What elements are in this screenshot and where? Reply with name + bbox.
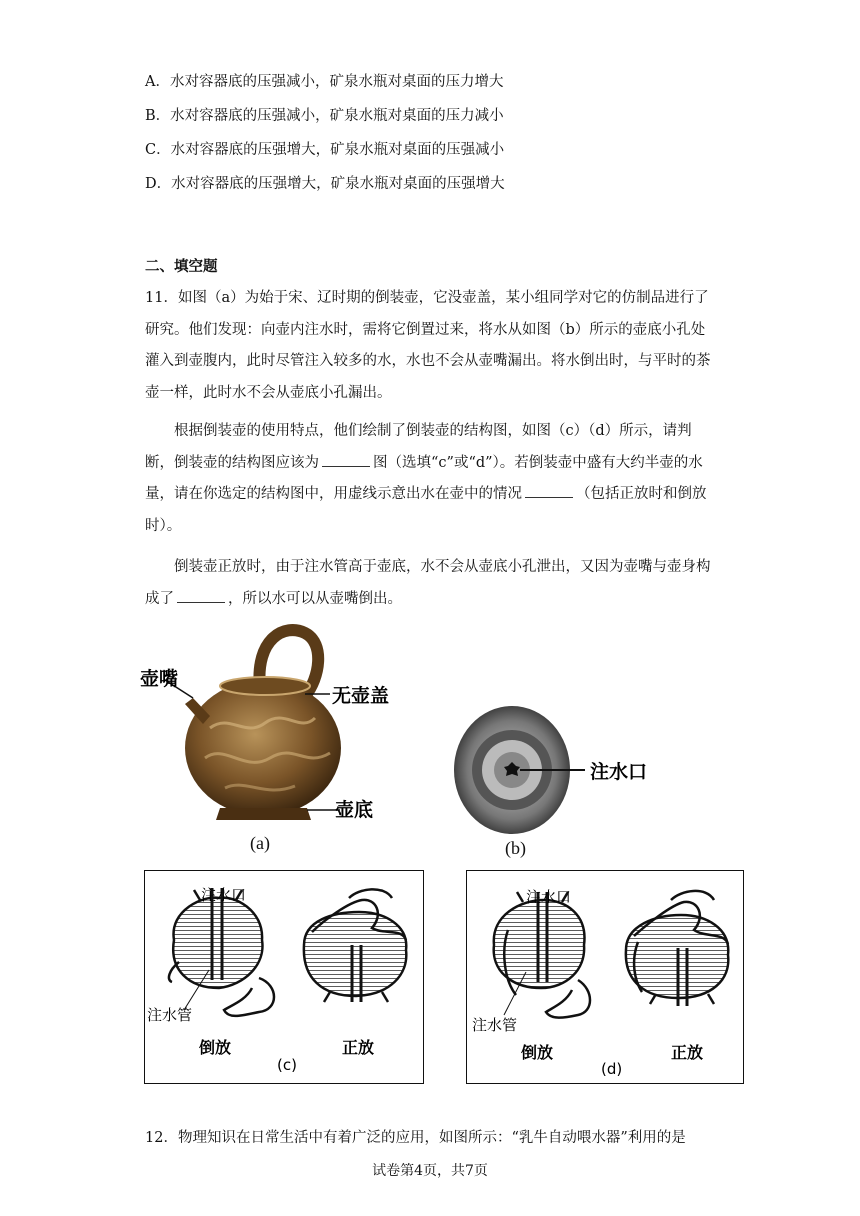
option-c: C．水对容器底的压强增大，矿泉水瓶对桌面的压强减小 bbox=[145, 142, 505, 158]
answer-blank-1[interactable] bbox=[322, 452, 370, 467]
label-upright-c: 正放 bbox=[342, 1038, 375, 1057]
q12-text: 12．物理知识在日常生活中有着广泛的应用，如图所示：“乳牛自动喂水器”利用的是 bbox=[145, 1130, 686, 1146]
q11-p2-text-c: （包括正放时和倒放时）。 bbox=[145, 486, 707, 534]
figure-b-base bbox=[440, 690, 680, 835]
page-footer: 试卷第4页，共7页 bbox=[372, 1163, 488, 1179]
caption-d: (d) bbox=[601, 1060, 623, 1078]
option-d: D．水对容器底的压强增大，矿泉水瓶对桌面的压强增大 bbox=[145, 176, 505, 192]
q11-paragraph-3 bbox=[145, 552, 718, 615]
label-inlet-b: 注水口 bbox=[590, 761, 648, 783]
option-a: A．水对容器底的压强减小，矿泉水瓶对桌面的压力增大 bbox=[145, 74, 504, 90]
q11-p3-text-b: ，所以水可以从壶嘴倒出。 bbox=[228, 590, 402, 607]
label-inlet-d: 注水口 bbox=[526, 888, 572, 906]
q11-paragraph-2 bbox=[145, 416, 718, 542]
answer-blank-2[interactable] bbox=[525, 483, 573, 498]
label-base: 壶底 bbox=[335, 799, 374, 821]
label-no-lid: 无壶盖 bbox=[332, 685, 390, 707]
label-pipe-c: 注水管 bbox=[147, 1006, 193, 1024]
q11-p2-text-a: 根据倒装壶的使用特点，他们绘制了倒装壶的结构图，如图（c）（d）所示，请判断，倒装壶的结构图应该为 bbox=[145, 423, 692, 471]
figure-c bbox=[144, 870, 424, 1084]
q11-p2-text-b: 图（选填“c”或“d”）。若倒装壶中盛有大约半壶的水量，请在你选定的结构图中，用虚线示意出水在壶中的情况 bbox=[145, 454, 703, 502]
label-upright-d: 正放 bbox=[671, 1043, 704, 1062]
section-title: 二、填空题 bbox=[145, 259, 218, 275]
caption-c: (c) bbox=[277, 1056, 297, 1074]
option-b: B．水对容器底的压强减小，矿泉水瓶对桌面的压力减小 bbox=[145, 108, 504, 124]
label-inlet-c: 注水口 bbox=[201, 886, 247, 904]
figure-d bbox=[466, 870, 746, 1084]
caption-b: (b) bbox=[505, 838, 526, 858]
answer-blank-3[interactable] bbox=[177, 588, 225, 603]
label-inverted-d: 倒放 bbox=[521, 1043, 554, 1062]
q11-p3-text-a: 倒装壶正放时，由于注水管高于壶底，水不会从壶底小孔泄出，又因为壶嘴与壶身构成了 bbox=[145, 559, 711, 607]
label-inverted-c: 倒放 bbox=[199, 1038, 232, 1057]
label-pipe-d: 注水管 bbox=[472, 1016, 518, 1034]
label-spout: 壶嘴 bbox=[140, 668, 179, 690]
q11-paragraph-1: 11．如图（a）为始于宋、辽时期的倒装壶，它没壶盖，某小组同学对它的仿制品进行了研究。他们发现：向壶内注水时，需将它倒置过来，将水从如图（b）所示的壶底小孔处灌入到壶腹内，此时尽管注入较多的水，水也不会从壶嘴漏出。将水倒出时，与平时的茶壶一样，此时水不会从壶底小孔漏出。 bbox=[145, 290, 711, 401]
figure-a-teapot bbox=[135, 618, 435, 828]
caption-a: (a) bbox=[250, 833, 270, 853]
